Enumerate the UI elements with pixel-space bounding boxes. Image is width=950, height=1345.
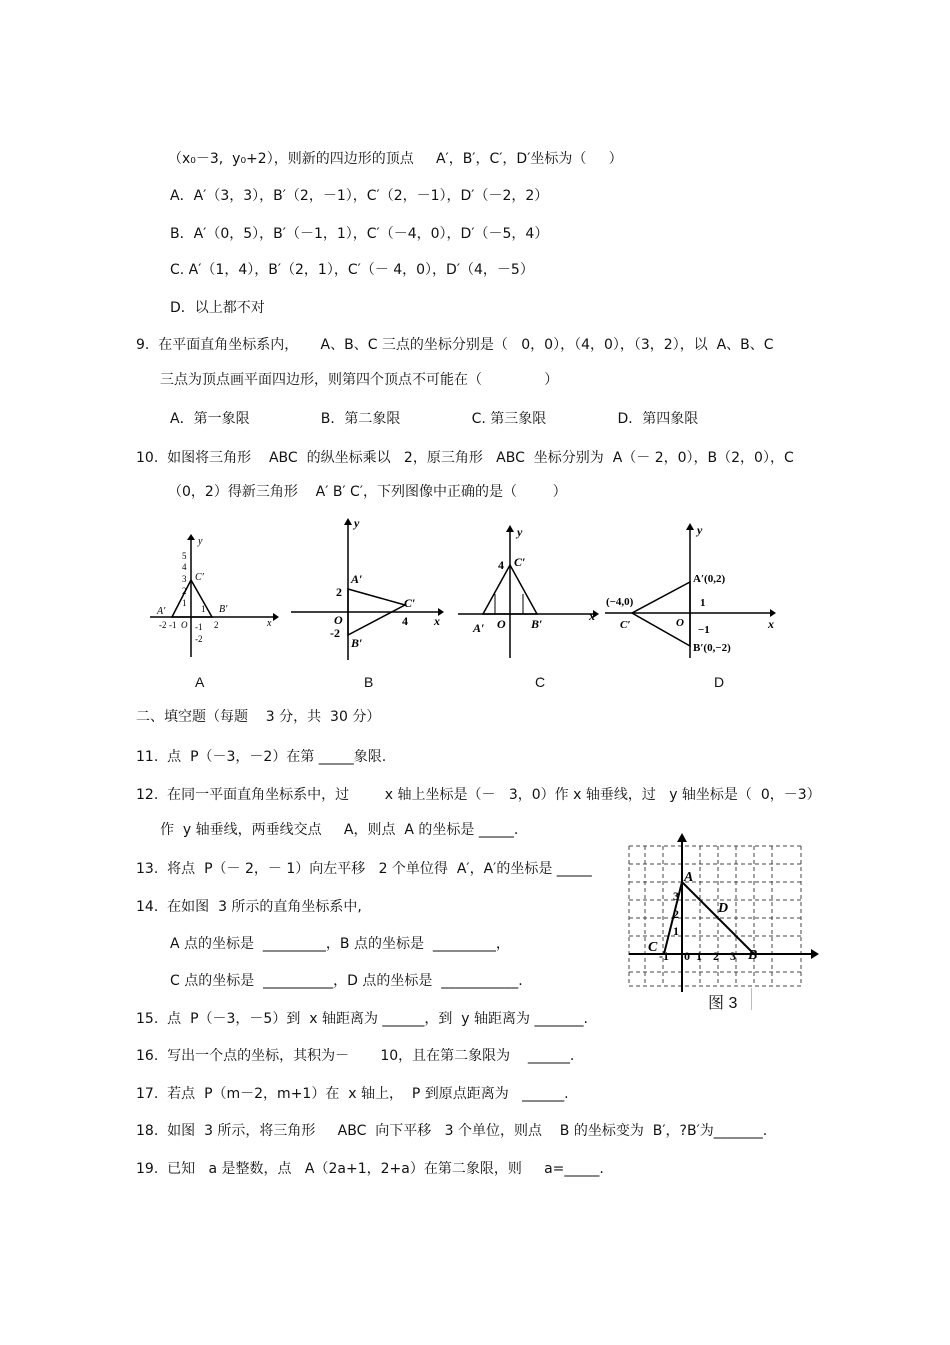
tick-x-0: 0 [684, 949, 690, 963]
tick-2: 2 [336, 585, 342, 599]
tick-4: 4 [402, 614, 408, 628]
question-15: 15. 点 P（－3，－5）到 x 轴距离为 ______，到 y 轴距离为 _______. [136, 1011, 588, 1027]
axis-y-label: y [198, 536, 203, 547]
figure-option-a [145, 532, 280, 662]
tick-x-1: 1 [201, 604, 206, 614]
point-a-prime: A′(0,2) [693, 573, 726, 585]
option-d-q8: D．以上都不对 [170, 300, 265, 316]
tick-y-3: 3 [673, 889, 679, 903]
question-9-line1: 9. 在平面直角坐标系内， A、B、C 三点的坐标分别是（ 0，0），（4，0），（3，2），以 A、B、C [136, 337, 774, 353]
tick-x-2: 2 [214, 620, 219, 630]
question-13: 13. 将点 P（－ 2，－ 1）向左平移 2 个单位得 A′，A′的坐标是 _____ [136, 861, 592, 877]
figure-option-c [455, 522, 605, 662]
tick-1: 1 [182, 598, 187, 608]
tick-4: 4 [498, 558, 504, 572]
origin-label: O [334, 613, 343, 627]
point-d: D [718, 901, 729, 916]
tick-5: 5 [182, 551, 187, 561]
question-14-cd: C 点的坐标是 __________，D 点的坐标是 ___________. [170, 973, 523, 989]
origin-label: O [676, 617, 684, 629]
point-a: A [684, 870, 694, 885]
axis-y-label: y [697, 523, 703, 537]
point-a-prime: A′ [351, 572, 363, 586]
question-14-ab: A 点的坐标是 _________，B 点的坐标是 _________， [170, 936, 510, 952]
question-16: 16. 写出一个点的坐标，其积为－ 10，且在第二象限为 ______. [136, 1048, 575, 1064]
question-18: 18. 如图 3 所示，将三角形 ABC 向下平移 3 个单位，则点 B 的坐标变为 B′，?B′为_______. [136, 1123, 768, 1139]
origin-label: O [497, 617, 506, 631]
point-c-prime: C′ [195, 572, 204, 583]
tick-3: 3 [182, 574, 187, 584]
point-c-prime: C′ [620, 619, 631, 631]
tick-1: 1 [700, 597, 706, 609]
tick-x-1: 1 [696, 949, 702, 963]
point-b-prime: B′(0,−2) [693, 642, 731, 654]
axis-x-label: x [434, 614, 440, 628]
point-a-prime: A′ [473, 621, 485, 635]
question-10-line1: 10. 如图将三角形 ABC 的纵坐标乘以 2，原三角形 ABC 坐标分别为 A（－ 2，0），B（2，0），C [136, 450, 794, 466]
question-14: 14. 在如图 3 所示的直角坐标系中, [136, 899, 362, 915]
tick-x-3: 3 [730, 949, 736, 963]
point-b-prime: B′ [531, 617, 543, 631]
point-c-prime: C′ [404, 596, 416, 610]
tick-y-1: 1 [673, 924, 679, 938]
figure-label-b: B [364, 674, 374, 690]
question-19: 19. 已知 a 是整数，点 A（2a+1，2+a）在第二象限，则 a=_____. [136, 1161, 604, 1177]
point-b: B [748, 948, 758, 963]
option-b-q8: B．A′（0，5），B′（－1，1），C′（－4，0），D′（－5，4） [170, 226, 549, 242]
question-11: 11. 点 P（－3，－2）在第 _____象限. [136, 749, 387, 765]
tick-x-neg2: -2 [159, 620, 167, 630]
caption-divider [751, 988, 752, 1010]
axis-y-label: y [354, 516, 360, 530]
point-a-prime: A′ [157, 606, 166, 617]
axis-y-label: y [517, 525, 523, 539]
tick-4: 4 [182, 562, 187, 572]
point-c-prime: C′ [514, 555, 526, 569]
figure-label-c: C [535, 674, 546, 690]
option-a-q8: A．A′（3，3），B′（2，－1），C′（2，－1），D′（－2，2） [170, 188, 549, 204]
point-neg4-0: (−4,0) [606, 596, 634, 608]
tick-neg1: -1 [195, 622, 203, 632]
point-b-prime: B′ [219, 604, 228, 615]
figure-option-d [602, 520, 782, 662]
tick-x-2: 2 [713, 949, 719, 963]
figure-option-b [288, 515, 448, 665]
option-c-q8: C. A′（1，4），B′（2，1），C′（－ 4，0），D′（4，－5） [170, 262, 534, 278]
axis-x-label: x [267, 618, 272, 629]
section-2-heading: 二、填空题（每题 3 分，共 30 分） [136, 709, 381, 725]
figure-3-grid [626, 832, 820, 1012]
tick-neg2: -2 [195, 634, 203, 644]
question-17: 17. 若点 P（m－2，m+1）在 x 轴上， P 到原点距离为 ______. [136, 1086, 569, 1102]
line-prev-question-tail: （x₀－3, y₀+2），则新的四边形的顶点 A′，B′，C′，D′坐标为（ ） [168, 151, 623, 167]
figure-3-caption: 图 3 [708, 995, 738, 1012]
tick-neg2: -2 [330, 626, 340, 640]
figure-label-d: D [714, 674, 725, 690]
point-b-prime: B′ [351, 636, 363, 650]
question-12-line1: 12. 在同一平面直角坐标系中，过 x 轴上坐标是（－ 3，0）作 x 轴垂线，过 y 轴坐标是（ 0，－3） [136, 787, 821, 803]
axis-x-label: x [768, 617, 774, 631]
tick-x-neg1: -1 [659, 949, 669, 963]
figure-label-a: A [195, 674, 205, 690]
point-c: C [648, 940, 658, 955]
origin-label: O [181, 620, 188, 630]
axis-x-label: x [589, 609, 595, 623]
tick-neg1: −1 [698, 624, 710, 636]
question-9-line2: 三点为顶点画平面四边形，则第四个顶点不可能在（ ） [160, 372, 559, 388]
tick-2: 2 [182, 586, 187, 596]
tick-y-2: 2 [673, 907, 679, 921]
question-10-line2: （0，2）得新三角形 A′ B′ C′，下列图像中正确的是（ ） [168, 484, 567, 500]
question-9-options: A．第一象限 B．第二象限 C. 第三象限 D．第四象限 [170, 411, 699, 427]
tick-x-neg1: -1 [169, 620, 177, 630]
question-12-line2: 作 y 轴垂线，两垂线交点 A，则点 A 的坐标是 _____. [160, 822, 519, 838]
